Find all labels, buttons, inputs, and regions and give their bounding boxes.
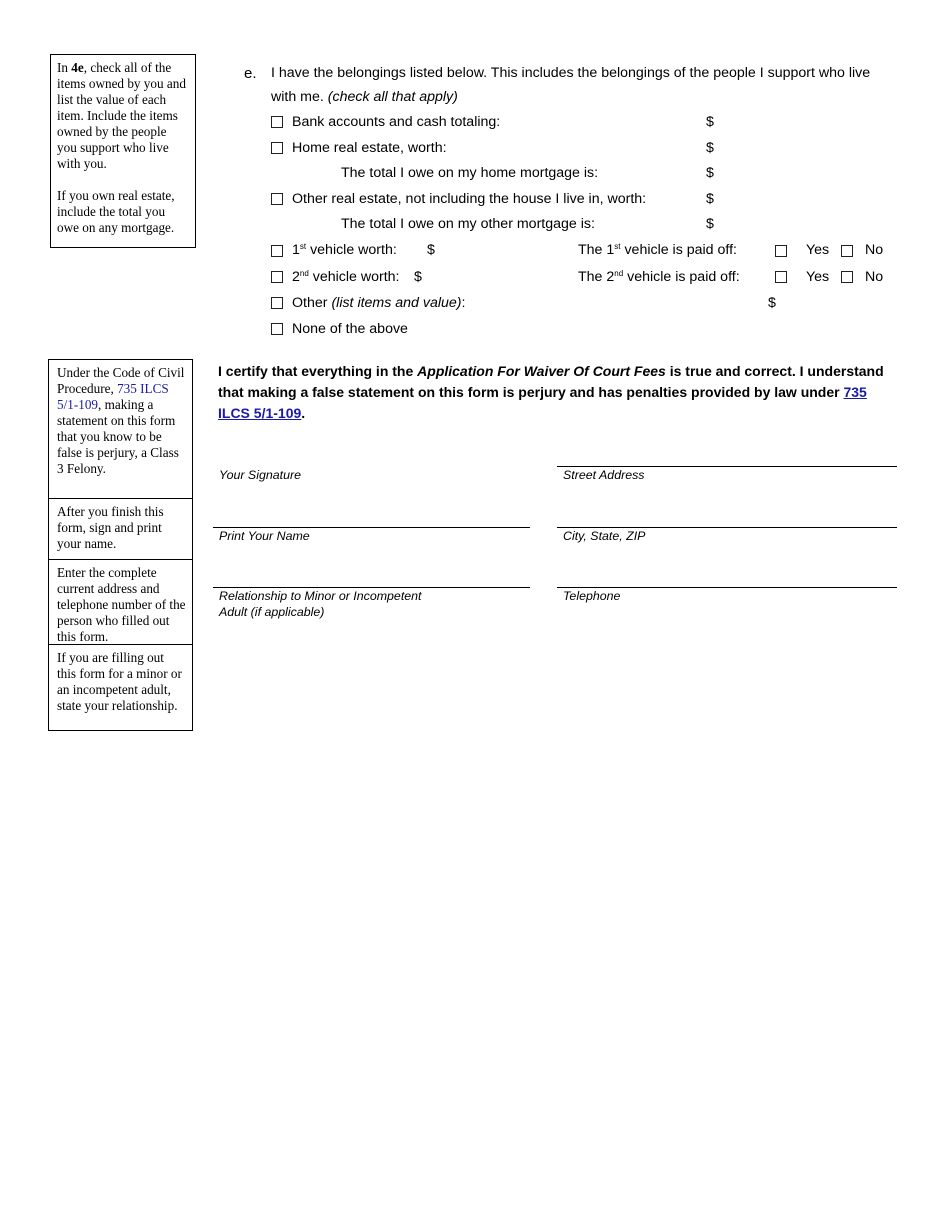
bank-dollar: $ xyxy=(706,114,714,130)
none-label: None of the above xyxy=(292,321,408,337)
vehicle1-no-label: No xyxy=(865,242,884,258)
street-address-line[interactable] xyxy=(557,466,897,467)
telephone-label: Telephone xyxy=(563,589,621,603)
instruction-box-sign: After you finish this form, sign and print your name. xyxy=(48,498,193,560)
street-address-label: Street Address xyxy=(563,468,645,482)
city-state-zip-line[interactable] xyxy=(557,527,897,528)
instruction-box-relationship: If you are filling out this form for a minor or an incompetent adult, state your relationship. xyxy=(48,644,193,731)
print-name-line[interactable] xyxy=(213,527,530,528)
perjury-law-link[interactable]: 735 ILCS 5/1-109 xyxy=(57,381,169,412)
instruction-box-perjury: Under the Code of Civil Procedure, 735 ILCS 5/1-109, making a statement on this form that you know to be false is perjury, a Class 3 Felony. xyxy=(48,359,193,499)
home-real-estate-checkbox[interactable] xyxy=(271,142,283,154)
vehicle1-dollar: $ xyxy=(427,242,435,258)
instruction-4e-text: In 4e, check all of the items owned by you and list the value of each item. Include the items owned by the people you support who live with you. xyxy=(57,60,186,171)
instruction-real-estate-text: If you own real estate, include the total you owe on any mortgage. xyxy=(57,188,175,235)
certification-law-link[interactable]: 735 ILCS 5/1-109 xyxy=(218,384,867,421)
vehicle2-no-label: No xyxy=(865,269,884,285)
other-mortgage-dollar: $ xyxy=(706,216,714,232)
other-mortgage-label: The total I owe on my other mortgage is: xyxy=(341,216,595,232)
vehicle2-yes-label: Yes xyxy=(806,269,830,285)
other-real-estate-dollar: $ xyxy=(706,191,714,207)
home-mortgage-label: The total I owe on my home mortgage is: xyxy=(341,165,599,181)
section-intro-line1: I have the belongings listed below. This includes the belongings of the people I support who live xyxy=(271,65,871,81)
relationship-label-line1: Relationship to Minor or Incompetent xyxy=(219,589,422,603)
vehicle1-paid-label: The 1st vehicle is paid off: xyxy=(578,242,737,258)
print-name-label: Print Your Name xyxy=(219,529,310,543)
section-letter: e. xyxy=(244,65,257,82)
your-signature-label: Your Signature xyxy=(219,468,301,482)
vehicle1-yes-checkbox[interactable] xyxy=(775,245,787,257)
instruction-box-address: Enter the complete current address and telephone number of the person who filled out this form. xyxy=(48,559,193,645)
city-state-zip-label: City, State, ZIP xyxy=(563,529,646,543)
vehicle2-dollar: $ xyxy=(414,269,422,285)
vehicle1-yes-label: Yes xyxy=(806,242,830,258)
vehicle1-checkbox[interactable] xyxy=(271,245,283,257)
none-checkbox[interactable] xyxy=(271,323,283,335)
relationship-label-line2: Adult (if applicable) xyxy=(219,605,325,619)
bank-accounts-label: Bank accounts and cash totaling: xyxy=(292,114,501,130)
other-real-estate-label: Other real estate, not including the house I live in, worth: xyxy=(292,191,647,207)
other-real-estate-checkbox[interactable] xyxy=(271,193,283,205)
vehicle2-checkbox[interactable] xyxy=(271,271,283,283)
bank-accounts-checkbox[interactable] xyxy=(271,116,283,128)
vehicle2-yes-checkbox[interactable] xyxy=(775,271,787,283)
section-intro-line2: with me. (check all that apply) xyxy=(271,89,458,105)
certification-statement: I certify that everything in the Application For Waiver Of Court Fees is true and correct. I understand that making a false statement on this form is perjury and has penalties provided by law under 735 ILCS 5/1-109. xyxy=(218,363,884,421)
other-items-checkbox[interactable] xyxy=(271,297,283,309)
telephone-line[interactable] xyxy=(557,587,897,588)
vehicle2-label: 2nd vehicle worth: xyxy=(292,269,400,285)
vehicle2-no-checkbox[interactable] xyxy=(841,271,853,283)
vehicle1-no-checkbox[interactable] xyxy=(841,245,853,257)
other-items-dollar: $ xyxy=(768,295,776,311)
home-mortgage-dollar: $ xyxy=(706,165,714,181)
home-real-estate-label: Home real estate, worth: xyxy=(292,140,447,156)
other-items-label: Other (list items and value): xyxy=(292,295,466,311)
vehicle1-label: 1st vehicle worth: xyxy=(292,242,397,258)
home-dollar: $ xyxy=(706,140,714,156)
relationship-line[interactable] xyxy=(213,587,530,588)
vehicle2-paid-label: The 2nd vehicle is paid off: xyxy=(578,269,740,285)
instruction-box-4e xyxy=(50,54,196,248)
